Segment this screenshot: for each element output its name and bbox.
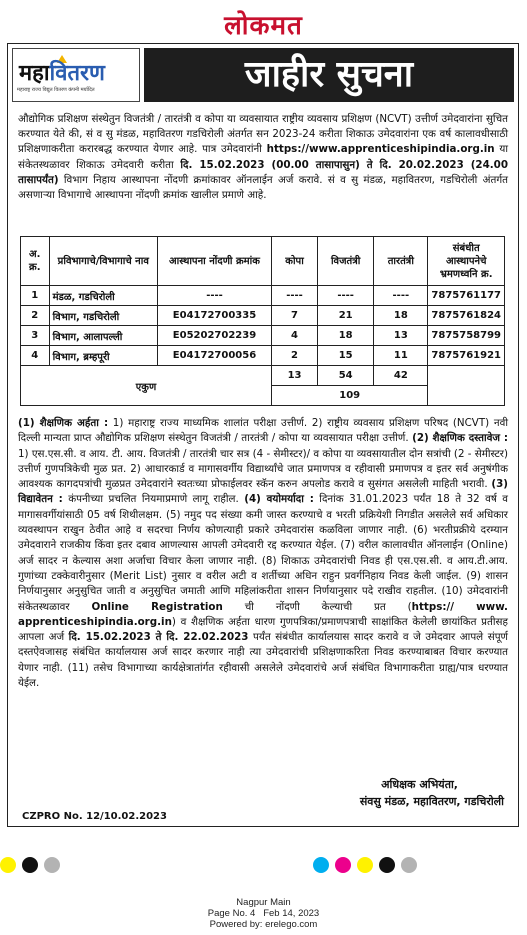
application-dates: दि. 15.02.2023 (00.00 तासापासुन) ते दि. 20.02.2023 (24.00 तासापर्यंत): [18, 158, 508, 186]
edition-name: Nagpur Main: [236, 897, 291, 908]
table-row: 1 मंडळ, गडचिरोली ---- ---- ---- ---- 7875761177: [21, 286, 505, 306]
col-division: प्रविभागाचे/विभागाचे नाव: [49, 237, 157, 286]
notice-box: [7, 43, 519, 827]
release-code: CZPRO No. 12/10.02.2023: [22, 811, 167, 822]
mahavitaran-logo: [12, 48, 140, 102]
yellow-dot: [357, 857, 373, 873]
col-sr-no: अ. क्र.: [21, 237, 50, 286]
gray-dot: [44, 857, 60, 873]
table-header-row: [21, 237, 505, 286]
logo-tagline: महाराष्ट्र राज्य विद्युत वितरण कंपनी मर्यादित: [17, 87, 95, 93]
signature-title: अधिक्षक अभियंता,: [381, 778, 458, 791]
col-copa: कोपा: [271, 237, 317, 286]
col-wireman: तारतंत्री: [374, 237, 428, 286]
masthead-logo: लोकमत: [224, 11, 303, 41]
powered-by: Powered by: erelego.com: [209, 919, 318, 930]
notice-title: जाहीर सुचना: [144, 48, 514, 102]
establishment-table: [20, 236, 505, 406]
notice-header: [12, 48, 514, 104]
apprenticeship-url[interactable]: https://www.apprenticeshipindia.org.in: [266, 143, 495, 156]
page-info: Page No. 4 Feb 14, 2023: [207, 908, 320, 919]
col-registration: आस्थापना नोंदणी क्रमांक: [158, 237, 272, 286]
terms-paragraph: (1) शैक्षणिक अर्हता : 1) महाराष्ट्र राज्य माध्यमिक शालांत परीक्षा उत्तीर्ण. 2) राष्ट्रीय व्यवसाय प्रशिक्षण परिषद (NCVT) नवी दिल्ली मान्यता प्राप्त औद्योगिक प्रशिक्षण संस्थेतुन विजतंत्री / तारतंत्री / कोपा या व्यवसायात परीक्षा उत्तीर्ण. (2) शैक्षणिक दस्तावेज : 1) एस.एस.सी. व आय. टी. आय. विजतंत्री / तारतंत्री चार सत्र (4 - सेमीस्टर)/ व कोपा या व्यवसायातील दोन सत्रांची (2 - सेमीस्टर) उत्तीर्ण गुणपत्रिकेची मुळ प्रत. 2) आधारकार्ड व मागासवर्गीय विद्यार्थ्यांचे जात प्रमाणपत्र व रहीवासी प्रमाणपत्र व इतर सर्व अनुषंगीक आवश्यक कागदपत्रांची मुळप्रत उमेदवारांने स्वतःच्या प्रोफाईलवर स्कॅन करुन अपलोड करावे व सुसंगत असलेली माहिती भरावी. (3) विद्यावेतन : कंपनीच्या प्रचलित नियमाप्रमाणे लागू राहील. (4) वयोमर्यादा : दिनांक 31.01.2023 पर्यंत 18 ते 32 वर्ष व मागासवर्गीयांसाठी 05 वर्ष शिथीलक्षम. (5) नमुद पद संख्या कमी जास्त करण्याचे व भरती प्रक्रियेशी निगडीत असलेले सर्व अधिकार व्यवस्थापन राखुन ठेवीत आहे व सदरचा निर्णय कोणत्याही प्रकारे उमेदवारांस कळविला जाणार नाही. (6) भरतीप्रक्रीये दरम्यान उमेदवाराने राजकीय किंवा इतर दबाव आणल्यास आपली उमेदवारी रद्द करण्यात येईल. (7) वरील कालावधीत ऑनलाईन (Online) अर्ज सादर न केल्यास अशा अर्जाचा विचार केला जाणार नाही. (8) शिकाऊ उमेदवारांची निवड ही एस.एस.सी. व आय.टी.आय. गुणांच्या टक्केवारीनुसार (Merit List) नुसार व वरील अटी व शर्तीच्या अधिन राहुन प्रवर्गनिहाय निवड केली जाईल. (9) शासन निर्णयानुसार अनुसुचित जाती व अनुसुचित जमाती आणि महिलांकरीता शासन निर्णयानुसार पदे राखीव राहतील. (10) उमेदवारांनी संकेतस्थळावर Online Registration ची नोंदणी केल्याची प्रत (https:// www. apprenticeshipindia.org.in) व शैक्षणिक अर्हता धारण गुणपत्रिका/प्रमाणपत्राची साक्षांकित केलेली छायांकित प्रतीसह आपला अर्ज दि. 15.02.2023 ते दि. 22.02.2023 पर्यंत संबंधीत कार्यालयास सादर करावे व जे उमेदवार आपले संपूर्ण दस्तऐवजासह संबंधित कार्यालयास अर्ज सादर करणार नाही त्या उमेदवारांची प्रशिक्षणाकरिता निवड करण्याबाबत विचार करण्यात येणार नाही. (11) तसेच विभागाच्या कार्यक्षेत्रातांर्गत रहीवासी असलेले उमेदवारांचे अर्ज संबंधित विभागाकरीता ग्राह्य/पात्र धरण्यात येईल.: [18, 417, 509, 690]
page-footer: [0, 897, 527, 930]
col-electrician: विजतंत्री: [318, 237, 374, 286]
grand-total: 109: [271, 386, 427, 406]
cyan-dot: [313, 857, 329, 873]
intro-paragraph: औद्योगिक प्रशिक्षण संस्थेतुन विजतंत्री / तारतंत्री व कोपा या व्यवसायात राष्ट्रीय व्यवसाय प्रशिक्षण (NCVT) उत्तीर्ण उमेदवारांना सुचित करण्यात येते की, सं व सु मंडळ, महावितरण गडचिरोली अंतर्गत सन 2023-24 करीता शिकाऊ उमेदवारांना एक वर्ष कालावधीसाठी प्रशिक्षणाकरीता करारबद्ध करण्यात येणार आहे. पात्र उमेदवारांनी https://www.apprenticeshipindia.org.in या संकेतस्थळावर शिकाऊ उमेदवारी करीता दि. 15.02.2023 (00.00 तासापासुन) ते दि. 20.02.2023 (24.00 तासापर्यंत) विभाग निहाय आस्थापना नोंदणी क्रमांकावर ऑनलाईन अर्ज करावे. सं व सु मंडळ, महावितरण, गडचिरोली अंतर्गत असणाऱ्या विभागाचे आस्थापना नोंदणी क्रमांक खालील प्रमाणे आहे.: [18, 113, 508, 202]
table-row: 4 विभाग, ब्रम्हपूरी E04172700056 2 15 11 7875761921: [21, 346, 505, 366]
yellow-dot: [0, 857, 16, 873]
total-label: एकुण: [21, 366, 272, 406]
gray-dot: [401, 857, 417, 873]
table-row: 3 विभाग, आलापल्ली E05202702239 4 18 13 7875758799: [21, 326, 505, 346]
black-dot: [379, 857, 395, 873]
table-row: 2 विभाग, गडचिरोली E04172700335 7 21 18 7875761824: [21, 306, 505, 326]
registration-url[interactable]: https:// www. apprenticeshipindia.org.in: [18, 600, 508, 628]
logo-text: महावितरण: [19, 61, 105, 86]
signature-office: संवसु मंडळ, महावितरण, गडचिरोली: [359, 795, 504, 808]
magenta-dot: [335, 857, 351, 873]
table-total-row: एकुण 13 54 42: [21, 366, 505, 386]
black-dot: [22, 857, 38, 873]
color-registration-marks: [0, 857, 527, 877]
col-phone: संबंधीत आस्थापनेचे भ्रमणध्वनि क्र.: [428, 237, 505, 286]
